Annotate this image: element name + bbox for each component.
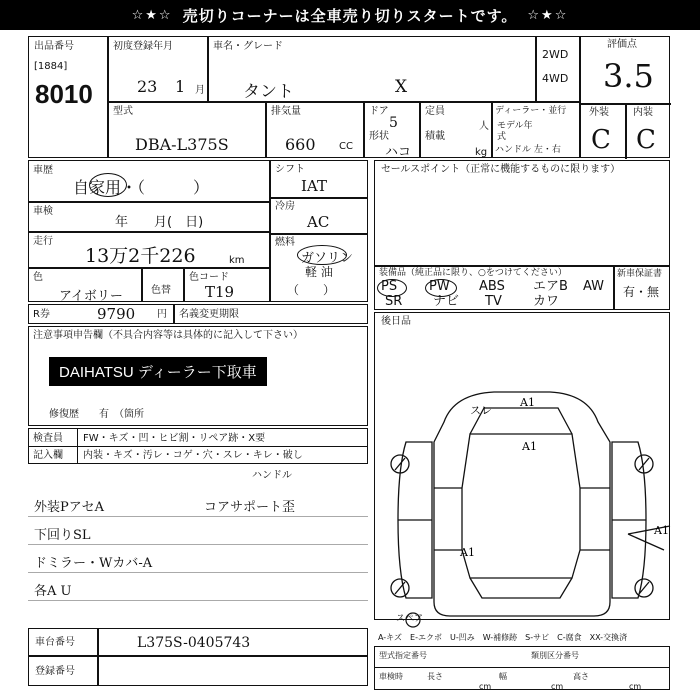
spec-length-label: 長さ bbox=[427, 672, 443, 681]
diagram-mark-3: A1 bbox=[522, 440, 537, 453]
repair-label: 修復歴 有 （箇所 bbox=[49, 409, 144, 420]
damage-legend: A-キズ E-エクボ U-凹み W-補修跡 S-サビ C-腐食 XX-交換済 bbox=[378, 633, 628, 642]
displacement-box bbox=[266, 102, 364, 158]
color-label: 色 bbox=[33, 272, 43, 283]
diagram-mark-4: A1 bbox=[654, 524, 669, 537]
chassis-label: 車台番号 bbox=[35, 637, 75, 648]
lot-box bbox=[28, 36, 108, 158]
displacement-unit: CC bbox=[339, 141, 353, 152]
diagram-mark-1: A1 bbox=[520, 396, 535, 409]
entry-label: 記入欄 bbox=[33, 450, 63, 461]
model-box bbox=[108, 102, 266, 158]
warranty-label: 新車保証書 bbox=[617, 269, 663, 279]
notes-box bbox=[28, 326, 368, 426]
registration-box bbox=[108, 36, 208, 102]
inspector-box bbox=[28, 428, 368, 464]
spec-width-label: 幅 bbox=[499, 672, 507, 681]
doors-label: ドア bbox=[369, 106, 389, 117]
shift-label: シフト bbox=[275, 164, 305, 175]
car-name-box bbox=[208, 36, 536, 102]
equip-leather: カワ bbox=[533, 294, 560, 309]
displacement-value: 660 bbox=[285, 135, 316, 154]
shaken-box bbox=[28, 202, 270, 232]
chassis-box bbox=[28, 628, 368, 656]
rating-label: 評価点 bbox=[607, 39, 637, 50]
dealer-badge: DAIHATSU ディーラー下取車 bbox=[49, 357, 267, 386]
drive-box bbox=[536, 36, 580, 102]
equip-sr: SR bbox=[385, 294, 403, 309]
fuel-label: 燃料 bbox=[275, 237, 295, 248]
equip-airbag: エアB bbox=[533, 279, 568, 294]
warranty-box bbox=[614, 266, 670, 310]
model-value: DBA-L375S bbox=[135, 135, 229, 154]
fuel-other: （ ） bbox=[287, 283, 336, 297]
shaken-label: 車検 bbox=[33, 206, 53, 217]
car-grade: X bbox=[395, 77, 408, 97]
lot-label: 出品番号 bbox=[34, 41, 74, 52]
color-code: T19 bbox=[205, 283, 235, 301]
recycle-unit: 円 bbox=[157, 309, 167, 320]
equip-tv: TV bbox=[485, 294, 502, 309]
lot-number: 8010 bbox=[35, 79, 93, 109]
displacement-label: 排気量 bbox=[271, 106, 301, 117]
shift-value: IAT bbox=[301, 177, 327, 195]
equipment-box bbox=[374, 266, 614, 310]
equipment-label: 装備品（純正品に限り、○をつけてください） bbox=[379, 268, 567, 278]
spec-class-label: 類別区分番号 bbox=[531, 651, 579, 660]
rating-score: 3.5 bbox=[603, 57, 654, 95]
recycle-box bbox=[28, 304, 368, 324]
doors-box bbox=[364, 102, 420, 158]
equip-navi: ナビ bbox=[433, 294, 460, 309]
handle-label: ハンドル 左・右 bbox=[495, 145, 561, 155]
rating-ext: C bbox=[591, 125, 611, 155]
model-year-label: モデル年式 bbox=[497, 121, 533, 142]
recycle-value: 9790 bbox=[97, 305, 136, 323]
history-box bbox=[28, 160, 270, 202]
notes-label: 注意事項申告欄（不具合内容等は具体的に記入して下さい） bbox=[33, 330, 303, 341]
registration-label: 初度登録年月 bbox=[113, 41, 173, 52]
remarks-area bbox=[28, 482, 368, 642]
dealer-box bbox=[492, 102, 580, 158]
spec-type-label: 型式指定番号 bbox=[379, 651, 427, 660]
capacity-box bbox=[420, 102, 492, 158]
registration-year: 23 bbox=[137, 77, 158, 96]
drive-4wd: 4WD bbox=[542, 72, 569, 85]
car-name: タント bbox=[243, 82, 294, 102]
sales-point-box bbox=[374, 160, 670, 266]
rating-ext-label: 外装 bbox=[589, 107, 609, 118]
history-value: 自家用・（ ） bbox=[73, 178, 210, 197]
spec-height-unit: cm bbox=[629, 682, 642, 691]
capacity-label: 定員 bbox=[425, 106, 445, 117]
capacity-unit: 人 bbox=[479, 121, 489, 132]
color-code-label: 色コード bbox=[189, 272, 229, 283]
mileage-box bbox=[28, 232, 270, 268]
equip-abs: ABS bbox=[479, 279, 505, 294]
shaken-value: 年 月( 日) bbox=[115, 215, 204, 230]
entry-items: 内装・キズ・汚レ・コゲ・穴・スレ・キレ・破し bbox=[83, 450, 303, 461]
inspector-label: 検査員 bbox=[33, 433, 63, 444]
chassis-value: L375S-0405743 bbox=[137, 635, 251, 651]
remark-line-4: 各A U bbox=[34, 584, 72, 599]
load-label: 積載 bbox=[425, 131, 445, 142]
top-banner bbox=[0, 0, 700, 30]
dealer-label: ディーラー・並行 bbox=[495, 106, 567, 116]
history-label: 車歴 bbox=[33, 165, 53, 176]
remark-line-3: ドミラー・Wカバ-A bbox=[34, 556, 153, 571]
diagram-roof bbox=[462, 434, 580, 578]
rating-int-label: 内装 bbox=[633, 107, 653, 118]
diagram-body-outline bbox=[434, 392, 610, 616]
banner-stars-right: ☆★☆ bbox=[527, 7, 569, 23]
rating-box bbox=[580, 36, 670, 158]
remark-right: コアサポート歪 bbox=[204, 500, 296, 515]
plate-label: 登録番号 bbox=[35, 666, 75, 677]
color-change-label: 色替 bbox=[151, 285, 171, 296]
spare-label: スペア bbox=[396, 614, 424, 624]
fuel-alt: 軽 油 bbox=[305, 265, 333, 279]
plate-box bbox=[28, 656, 368, 686]
lot-id: [1884] bbox=[34, 61, 68, 72]
inspector-items: FW・キズ・凹・ヒビ割・リペア跡・X要 bbox=[83, 433, 266, 444]
fuel-value: ガソリン bbox=[301, 251, 354, 266]
doors-value: 5 bbox=[389, 115, 398, 131]
spec-length-unit: cm bbox=[479, 682, 492, 691]
spec-box bbox=[374, 646, 670, 690]
registration-month: 1 bbox=[175, 77, 186, 96]
rating-int: C bbox=[636, 125, 656, 155]
color-box bbox=[28, 268, 270, 302]
aircon-value: AC bbox=[307, 213, 330, 231]
aircon-label: 冷房 bbox=[275, 201, 295, 212]
diagram-mark-5: A1 bbox=[460, 546, 475, 559]
model-label: 型式 bbox=[113, 106, 133, 117]
shape-label: 形状 bbox=[369, 131, 389, 142]
rear-label: 後日品 bbox=[381, 316, 411, 327]
banner-text: 売切りコーナーは全車売り切りスタートです。 bbox=[182, 6, 518, 25]
name-change-label: 名義変更期限 bbox=[179, 309, 239, 320]
diagram-rear-window bbox=[470, 578, 572, 598]
registration-month-unit: 月 bbox=[195, 85, 205, 96]
banner-stars-left: ☆★☆ bbox=[131, 7, 173, 23]
color-value: アイボリー bbox=[59, 289, 123, 304]
remark-line-1: 外装PアセA bbox=[34, 500, 105, 515]
car-name-label: 車名・グレード bbox=[213, 41, 283, 52]
recycle-label: R券 bbox=[33, 309, 50, 320]
mileage-value: 13万2千226 bbox=[85, 245, 196, 267]
shape-value: ハコ bbox=[385, 145, 412, 160]
mileage-unit: km bbox=[229, 255, 245, 266]
equip-aw: AW bbox=[583, 279, 605, 294]
diagram-mark-2: スレ bbox=[470, 404, 492, 417]
load-unit: kg bbox=[475, 147, 488, 158]
car-diagram bbox=[374, 312, 670, 620]
shift-column bbox=[270, 160, 368, 302]
spec-height-label: 高さ bbox=[573, 672, 589, 681]
sales-point-label: セールスポイント（正常に機能するものに限ります） bbox=[381, 164, 621, 175]
equip-pw: PW bbox=[429, 279, 450, 294]
spec-shaken-label: 車検時 bbox=[379, 672, 403, 681]
spec-width-unit: cm bbox=[551, 682, 564, 691]
handle-note: ハンドル bbox=[252, 470, 292, 481]
drive-2wd: 2WD bbox=[542, 48, 569, 61]
remark-line-2: 下回りSL bbox=[34, 528, 91, 543]
auction-sheet bbox=[28, 36, 670, 700]
warranty-value: 有・無 bbox=[623, 285, 660, 299]
mileage-label: 走行 bbox=[33, 236, 53, 247]
equip-ps: PS bbox=[381, 279, 398, 294]
